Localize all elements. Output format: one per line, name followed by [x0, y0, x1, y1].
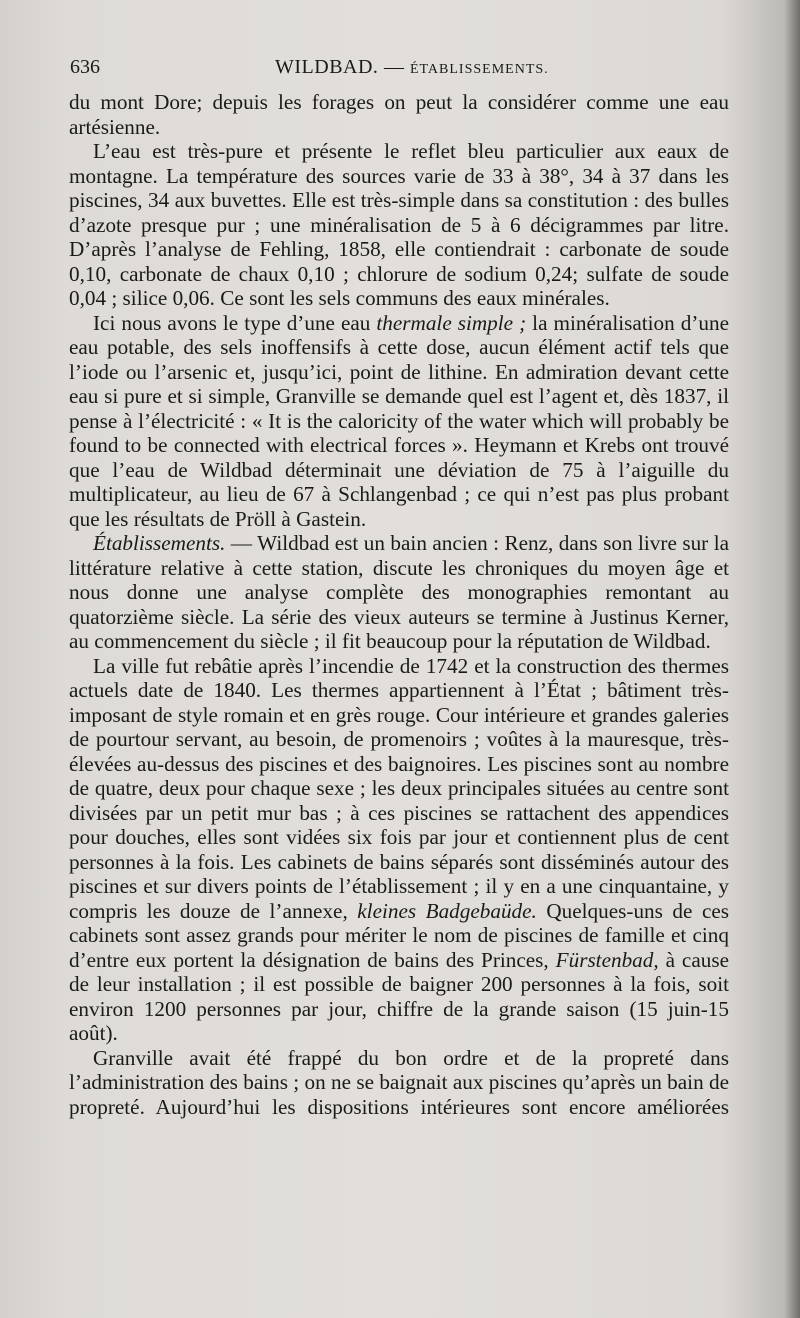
- title-main: WILDBAD.: [275, 56, 379, 78]
- paragraph-3: [69, 311, 729, 532]
- paragraph-5-start: La ville fut rebâtie après l’incendie de 1742 et la construction des thermes actuels date de 1840. Les thermes appartiennent à l’État ; bâtiment très-imposant de style romain et en grès rouge. Cour intérieure et grandes galeries de pourtour servant, au besoin, de promenoirs ; voûtes à la mauresque, très-élevées au-dessus des piscines et des baignoires. Les piscines sont au nombre de quatre, deux pour chaque sexe ; les deux principales situées au centre sont divisées par un petit mur bas ; à ces piscines se rattachent des appendices pour douches, elles sont vidées six fois par jour et contiennent plus de cent personnes à la fois. Les cabinets de bains séparés sont disséminés autour des piscines et sur divers points de l’établissement ; il y en a une cinquantaine, y compris les douze de l’annexe,: [69, 653, 729, 923]
- paragraph-1: du mont Dore; depuis les forages on peut la considérer comme une eau artésienne.: [69, 90, 729, 139]
- paragraph-4: [69, 531, 729, 654]
- paragraph-6: Granville avait été frappé du bon ordre et de la propreté dans l’administration des bains ; on ne se baignait aux piscines qu’après un bain de propreté. Aujourd’hui les dispositions intérieures sont encore améliorées: [69, 1045, 729, 1119]
- paragraph-5: [69, 654, 729, 1046]
- paragraph-5-middle: Quelques-uns de ces cabinets sont assez grands pour mériter le nom de piscines de famille et cinq d’entre eux portent la désignation de bains des Princes,: [69, 898, 729, 972]
- paragraph-5-italic-2: Fürstenbad,: [555, 947, 659, 972]
- paragraph-4-text: — Wildbad est un bain ancien : Renz, dans son livre sur la littérature relative à cette station, discute les chroniques du moyen âge et nous donne une analyse complète des monographies remontant au quatorzième siècle. La série des vieux auteurs se termine à Justinus Kerner, au commencement du siècle ; il fit beaucoup pour la réputation de Wildbad.: [69, 531, 729, 653]
- paragraph-3-start: Ici nous avons le type d’une eau: [93, 310, 377, 335]
- paragraph-5-italic-1: kleines Badgebaüde.: [357, 898, 537, 923]
- paragraph-2: L’eau est très-pure et présente le reflet bleu particulier aux eaux de montagne. La température des sources varie de 33 à 38°, 34 à 37 dans les piscines, 34 aux buvettes. Elle est très-simple dans sa constitution : des bulles d’azote presque pur ; une minéralisation de 5 à 6 décigrammes par litre. D’après l’analyse de Fehling, 1858, elle contiendrait : carbonate de soude 0,10, carbonate de chaux 0,10 ; chlorure de sodium 0,24; sulfate de soude 0,04 ; silice 0,06. Ce sont les sels communs des eaux minérales.: [69, 139, 729, 310]
- title-section: ÉTABLISSEMENTS.: [409, 62, 549, 77]
- section-heading-etablissements: Établissements.: [93, 531, 226, 555]
- running-header: [70, 56, 730, 86]
- running-title: [275, 56, 549, 79]
- paragraph-3-end: la minéralisation d’une eau potable, des sels inoffensifs à cette dose, aucun élément actif tels que l’iode ou l’arsenic et, jusqu’ici, point de lithine. En admiration devant cette eau si pure et si simple, Granville se demande quel est l’agent et, dès 1837, il pense à l’électricité : « It is the caloricity of the water which will probably be found to be connected with electrical forces ». Heymann et Krebs ont trouvé que l’eau de Wildbad déterminait une déviation de 75 à l’aiguille du multiplicateur, au lieu de 67 à Schlangenbad ; ce qui n’est pas plus probant que les résultats de Pröll à Gastein.: [69, 310, 729, 531]
- paragraph-3-italic: thermale simple ;: [376, 310, 527, 335]
- paragraph-5-end: à cause de leur installation ; il est possible de baigner 200 personnes à la fois, soit environ 1200 personnes par jour, chiffre de la grande saison (15 juin-15 août).: [69, 947, 729, 1045]
- body-text: [69, 90, 729, 1119]
- page-number: 636: [70, 56, 100, 78]
- title-dash: —: [378, 56, 410, 78]
